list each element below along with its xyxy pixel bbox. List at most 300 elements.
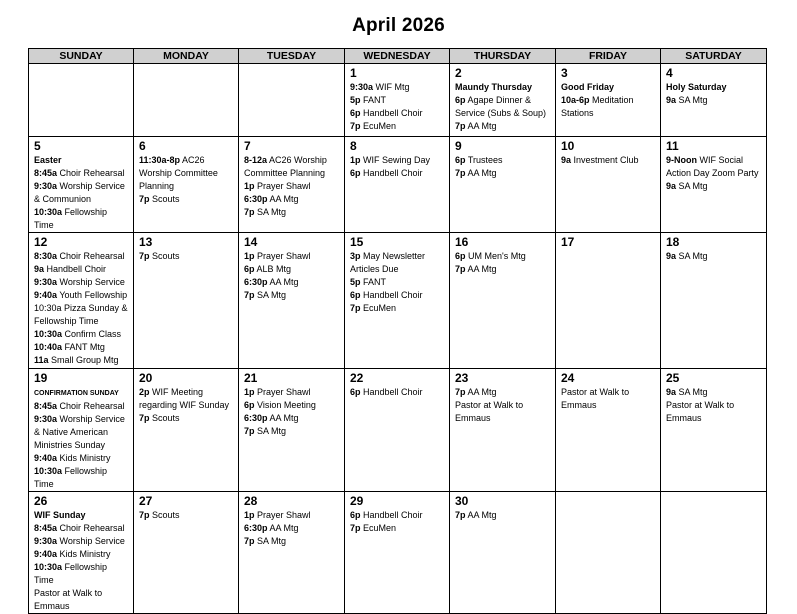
week-row — [29, 64, 767, 137]
event-time: 9:30a — [350, 82, 374, 92]
day-cell — [29, 369, 134, 492]
event-line — [34, 509, 129, 522]
event-line — [139, 250, 234, 263]
event-line — [561, 154, 656, 167]
event-text: SA Mtg — [676, 181, 708, 191]
event-text: Prayer Shawl — [254, 251, 311, 261]
day-cell — [661, 233, 767, 369]
event-text: & Communion — [34, 194, 92, 204]
day-cell — [345, 64, 450, 137]
event-time: 9a — [666, 181, 677, 191]
event-line — [455, 94, 551, 107]
event-text: Worship Service — [57, 277, 125, 287]
event-line — [350, 94, 445, 107]
empty-day-cell — [239, 64, 345, 137]
event-text: Worship Service — [57, 414, 125, 424]
event-text: Handbell Choir — [360, 108, 423, 118]
event-text: SA Mtg — [676, 251, 708, 261]
day-cell — [556, 137, 661, 233]
event-text: SA Mtg — [676, 387, 708, 397]
event-line — [244, 386, 340, 399]
day-cell — [29, 492, 134, 614]
event-line — [666, 386, 762, 399]
header-wednesday: WEDNESDAY — [345, 49, 450, 64]
day-number: 4 — [666, 66, 673, 80]
day-number: 16 — [455, 235, 469, 249]
event-line — [561, 107, 656, 120]
event-text: Meditation — [589, 95, 634, 105]
event-line — [34, 315, 129, 328]
event-text: Emmaus — [561, 400, 597, 410]
event-time: 7p — [350, 121, 361, 131]
event-text: Choir Rehearsal — [57, 251, 125, 261]
event-time: 9a — [34, 264, 45, 274]
calendar-title: April 2026 — [352, 15, 445, 36]
day-cell — [134, 369, 239, 492]
day-number: 2 — [455, 66, 462, 80]
event-line — [244, 412, 340, 425]
event-time: 9:40a — [34, 290, 58, 300]
week-row — [29, 492, 767, 614]
event-text: Scouts — [149, 251, 180, 261]
event-line — [139, 509, 234, 522]
event-line — [34, 263, 129, 276]
event-text: Choir Rehearsal — [57, 168, 125, 178]
event-line — [34, 206, 129, 232]
event-text: Small Group Mtg — [48, 355, 119, 365]
event-time: 7p — [350, 523, 361, 533]
event-time: 7p — [455, 264, 466, 274]
event-line — [244, 193, 340, 206]
day-cell — [556, 64, 661, 137]
event-line — [34, 522, 129, 535]
event-line — [244, 154, 340, 167]
event-time: 7p — [244, 536, 255, 546]
day-cell — [134, 233, 239, 369]
event-line — [139, 180, 234, 193]
day-number: 17 — [561, 235, 575, 249]
event-time: 10a-6p — [561, 95, 590, 105]
event-text: SA Mtg — [676, 95, 708, 105]
event-time: 5p — [350, 95, 361, 105]
event-time: Maundy Thursday — [455, 82, 533, 92]
event-line — [455, 386, 551, 399]
event-line — [34, 341, 129, 354]
event-text: AA Mtg — [267, 413, 299, 423]
day-cell — [29, 137, 134, 233]
event-text: Trustees — [465, 155, 503, 165]
day-number: 18 — [666, 235, 680, 249]
event-text: regarding WIF Sunday — [139, 400, 230, 410]
event-time: 7p — [139, 510, 150, 520]
event-text: FANT Mtg — [62, 342, 105, 352]
event-time: 6:30p — [244, 277, 268, 287]
event-time: 7p — [244, 426, 255, 436]
event-line — [34, 154, 129, 167]
event-text: Pastor at Walk to — [34, 588, 103, 598]
event-text: Fellowship Time — [34, 207, 108, 230]
event-line — [244, 425, 340, 438]
event-time: 10:30a — [34, 329, 63, 339]
event-line — [34, 400, 129, 413]
event-time: 7p — [139, 413, 150, 423]
event-line — [34, 452, 129, 465]
event-line — [34, 413, 129, 426]
event-line — [666, 180, 762, 193]
event-text: Emmaus — [666, 413, 702, 423]
event-text: SA Mtg — [254, 207, 287, 217]
event-line — [244, 276, 340, 289]
event-text: UM Men's Mtg — [465, 251, 526, 261]
event-time: 6:30p — [244, 413, 268, 423]
day-cell — [239, 137, 345, 233]
event-line — [244, 509, 340, 522]
event-time: 6:30p — [244, 523, 268, 533]
event-line — [34, 250, 129, 263]
event-line — [350, 289, 445, 302]
event-line — [244, 289, 340, 302]
event-text: Vision Meeting — [254, 400, 316, 410]
event-text: AA Mtg — [267, 194, 299, 204]
event-text: WIF Social — [697, 155, 744, 165]
event-text: Scouts — [149, 413, 180, 423]
day-cell — [450, 369, 556, 492]
event-time: 7p — [139, 251, 150, 261]
event-line — [455, 263, 551, 276]
event-time: 7p — [455, 168, 466, 178]
event-time: 6p — [244, 400, 255, 410]
day-number: 8 — [350, 139, 357, 153]
event-line — [455, 250, 551, 263]
event-time: 9-Noon — [666, 155, 697, 165]
event-text: Fellowship Time — [34, 562, 108, 585]
event-line — [455, 167, 551, 180]
event-text: Confirm Class — [62, 329, 122, 339]
event-text: AA Mtg — [465, 264, 497, 274]
day-cell — [345, 233, 450, 369]
event-line — [350, 250, 445, 263]
event-time: 7p — [244, 290, 255, 300]
event-time: 9:30a — [34, 414, 58, 424]
event-time: 2p — [139, 387, 150, 397]
event-time: 1p — [350, 155, 361, 165]
event-text: Fellowship Time — [34, 466, 108, 489]
event-line — [34, 289, 129, 302]
event-text: Planning — [139, 181, 175, 191]
event-line — [350, 167, 445, 180]
event-text: EcuMen — [360, 303, 397, 313]
event-line — [350, 81, 445, 94]
event-text: SA Mtg — [254, 290, 287, 300]
day-number: 5 — [34, 139, 41, 153]
event-time: 6p — [244, 264, 255, 274]
event-time: 6:30p — [244, 194, 268, 204]
header-friday: FRIDAY — [556, 49, 661, 64]
event-time: 8:45a — [34, 168, 58, 178]
event-text: SA Mtg — [254, 536, 287, 546]
day-cell — [450, 492, 556, 614]
event-line — [34, 587, 129, 600]
event-line — [139, 412, 234, 425]
day-cell — [239, 233, 345, 369]
event-line — [34, 548, 129, 561]
event-text: May Newsletter — [360, 251, 426, 261]
event-text: AA Mtg — [465, 510, 497, 520]
empty-day-cell — [556, 492, 661, 614]
event-time: 6p — [455, 155, 466, 165]
day-number: 10 — [561, 139, 575, 153]
event-time: 9:30a — [34, 536, 58, 546]
event-text: EcuMen — [360, 121, 397, 131]
day-number: 1 — [350, 66, 357, 80]
event-text: Pastor at Walk to — [455, 400, 524, 410]
event-line — [455, 120, 551, 133]
day-cell — [134, 137, 239, 233]
header-saturday: SATURDAY — [661, 49, 767, 64]
event-text: Scouts — [149, 194, 180, 204]
event-text: 10:30a Pizza Sunday & — [34, 303, 128, 313]
event-time: 7p — [455, 387, 466, 397]
event-text: FANT — [360, 95, 387, 105]
event-text: Handbell Choir — [360, 290, 423, 300]
day-number: 22 — [350, 371, 364, 385]
event-text: AC26 — [180, 155, 205, 165]
event-line — [34, 180, 129, 193]
event-line — [350, 154, 445, 167]
empty-day-cell — [134, 64, 239, 137]
event-text: WIF Meeting — [149, 387, 204, 397]
event-text: Handbell Choir — [360, 510, 423, 520]
event-text: Investment Club — [571, 155, 639, 165]
event-line — [34, 439, 129, 452]
event-time: 6p — [350, 108, 361, 118]
event-line — [34, 276, 129, 289]
event-time: 1p — [244, 510, 255, 520]
event-time: 8:45a — [34, 523, 58, 533]
event-line — [455, 399, 551, 412]
event-line — [666, 412, 762, 425]
event-time: 9:40a — [34, 453, 58, 463]
event-time: 6p — [350, 387, 361, 397]
event-line — [34, 328, 129, 341]
event-time: 8:45a — [34, 401, 58, 411]
day-number: 11 — [666, 139, 679, 153]
event-time: 6p — [350, 510, 361, 520]
event-text: WIF Sewing Day — [360, 155, 431, 165]
day-number: 24 — [561, 371, 575, 385]
event-text: FANT — [360, 277, 387, 287]
day-number: 27 — [139, 494, 153, 508]
event-time: WIF Sunday — [34, 510, 86, 520]
day-number: 14 — [244, 235, 258, 249]
event-line — [34, 535, 129, 548]
event-text: Articles Due — [350, 264, 399, 274]
event-time: 10:40a — [34, 342, 63, 352]
event-line — [34, 561, 129, 587]
event-time: 8-12a — [244, 155, 268, 165]
event-line — [455, 509, 551, 522]
event-text: AA Mtg — [465, 121, 497, 131]
event-time: 10:30a — [34, 562, 63, 572]
event-line — [350, 522, 445, 535]
event-time: 9:40a — [34, 549, 58, 559]
week-row — [29, 369, 767, 492]
day-number: 29 — [350, 494, 364, 508]
event-text: Service (Subs & Soup) — [455, 108, 547, 118]
event-text: Emmaus — [34, 601, 70, 611]
event-time: 9:30a — [34, 277, 58, 287]
calendar-grid — [28, 48, 767, 614]
event-line — [455, 154, 551, 167]
event-time: 11a — [34, 355, 49, 365]
event-time: 7p — [455, 121, 466, 131]
day-number: 3 — [561, 66, 568, 80]
weekday-header-row — [29, 49, 767, 64]
event-line — [139, 386, 234, 399]
event-time: 9a — [666, 251, 677, 261]
day-cell — [29, 233, 134, 369]
day-number: 7 — [244, 139, 251, 153]
empty-day-cell — [661, 492, 767, 614]
event-time: 1p — [244, 251, 255, 261]
event-time: 6p — [455, 251, 466, 261]
event-time: 6p — [455, 95, 466, 105]
day-cell — [450, 233, 556, 369]
header-thursday: THURSDAY — [450, 49, 556, 64]
event-text: ALB Mtg — [254, 264, 292, 274]
event-text: Handbell Choir — [360, 387, 423, 397]
event-time: 3p — [350, 251, 361, 261]
event-line — [34, 386, 129, 400]
event-time: 9a — [666, 95, 677, 105]
event-text: Choir Rehearsal — [57, 401, 125, 411]
day-cell — [345, 369, 450, 492]
event-text: Emmaus — [455, 413, 491, 423]
event-line — [455, 107, 551, 120]
event-time: 7p — [455, 510, 466, 520]
event-time: 7p — [244, 207, 255, 217]
event-text: Handbell Choir — [44, 264, 107, 274]
event-text: Stations — [561, 108, 594, 118]
event-time: 9a — [666, 387, 677, 397]
event-text: Scouts — [149, 510, 180, 520]
event-text: WIF Mtg — [373, 82, 410, 92]
event-line — [561, 399, 656, 412]
event-line — [34, 193, 129, 206]
event-line — [666, 154, 762, 167]
event-text: AA Mtg — [267, 277, 299, 287]
event-text: & Native American — [34, 427, 109, 437]
event-line — [455, 81, 551, 94]
event-text: Youth Fellowship — [57, 290, 128, 300]
event-time: 11:30a-8p — [139, 155, 181, 165]
event-line — [350, 302, 445, 315]
day-number: 13 — [139, 235, 153, 249]
event-text: Kids Ministry — [57, 453, 111, 463]
event-line — [666, 167, 762, 180]
event-line — [350, 509, 445, 522]
event-time: Good Friday — [561, 82, 615, 92]
day-number: 30 — [455, 494, 469, 508]
event-time: 5p — [350, 277, 361, 287]
event-text: EcuMen — [360, 523, 397, 533]
event-line — [139, 399, 234, 412]
event-line — [34, 354, 129, 367]
event-text: Worship Service — [57, 181, 125, 191]
event-line — [244, 250, 340, 263]
event-line — [350, 120, 445, 133]
day-cell — [661, 369, 767, 492]
event-text: AA Mtg — [267, 523, 299, 533]
day-cell — [134, 492, 239, 614]
event-time: Easter — [34, 155, 62, 165]
event-line — [34, 465, 129, 491]
event-line — [244, 263, 340, 276]
event-text: Action Day Zoom Party — [666, 168, 759, 178]
event-line — [455, 412, 551, 425]
event-text: Pastor at Walk to — [561, 387, 630, 397]
day-cell — [556, 369, 661, 492]
event-text: SA Mtg — [254, 426, 287, 436]
event-time: 6p — [350, 290, 361, 300]
event-line — [666, 81, 762, 94]
event-line — [244, 522, 340, 535]
event-line — [666, 94, 762, 107]
event-text: Pastor at Walk to — [666, 400, 735, 410]
event-time: 6p — [350, 168, 361, 178]
day-cell — [239, 492, 345, 614]
event-text: Worship Committee — [139, 168, 218, 178]
day-cell — [239, 369, 345, 492]
day-number: 23 — [455, 371, 469, 385]
event-heading: CONFIRMATION SUNDAY — [34, 390, 119, 397]
event-line — [350, 107, 445, 120]
event-line — [561, 386, 656, 399]
event-line — [350, 263, 445, 276]
event-time: 10:30a — [34, 466, 63, 476]
event-text: Kids Ministry — [57, 549, 111, 559]
event-text: Agape Dinner & — [465, 95, 532, 105]
event-line — [666, 250, 762, 263]
day-cell — [345, 492, 450, 614]
day-number: 15 — [350, 235, 364, 249]
header-monday: MONDAY — [134, 49, 239, 64]
event-time: Holy Saturday — [666, 82, 727, 92]
day-cell — [450, 137, 556, 233]
event-line — [350, 386, 445, 399]
event-text: Prayer Shawl — [254, 181, 311, 191]
day-number: 25 — [666, 371, 680, 385]
day-cell — [345, 137, 450, 233]
event-line — [244, 206, 340, 219]
event-text: AC26 Worship — [267, 155, 327, 165]
header-tuesday: TUESDAY — [239, 49, 345, 64]
day-number: 21 — [244, 371, 258, 385]
event-line — [139, 193, 234, 206]
event-text: Ministries Sunday — [34, 440, 106, 450]
event-line — [244, 535, 340, 548]
event-time: 10:30a — [34, 207, 63, 217]
event-time: 1p — [244, 387, 255, 397]
event-line — [244, 167, 340, 180]
event-line — [561, 94, 656, 107]
event-time: 7p — [139, 194, 150, 204]
event-text: Choir Rehearsal — [57, 523, 125, 533]
day-number: 28 — [244, 494, 258, 508]
event-time: 9a — [561, 155, 572, 165]
event-time: 1p — [244, 181, 255, 191]
day-number: 9 — [455, 139, 462, 153]
